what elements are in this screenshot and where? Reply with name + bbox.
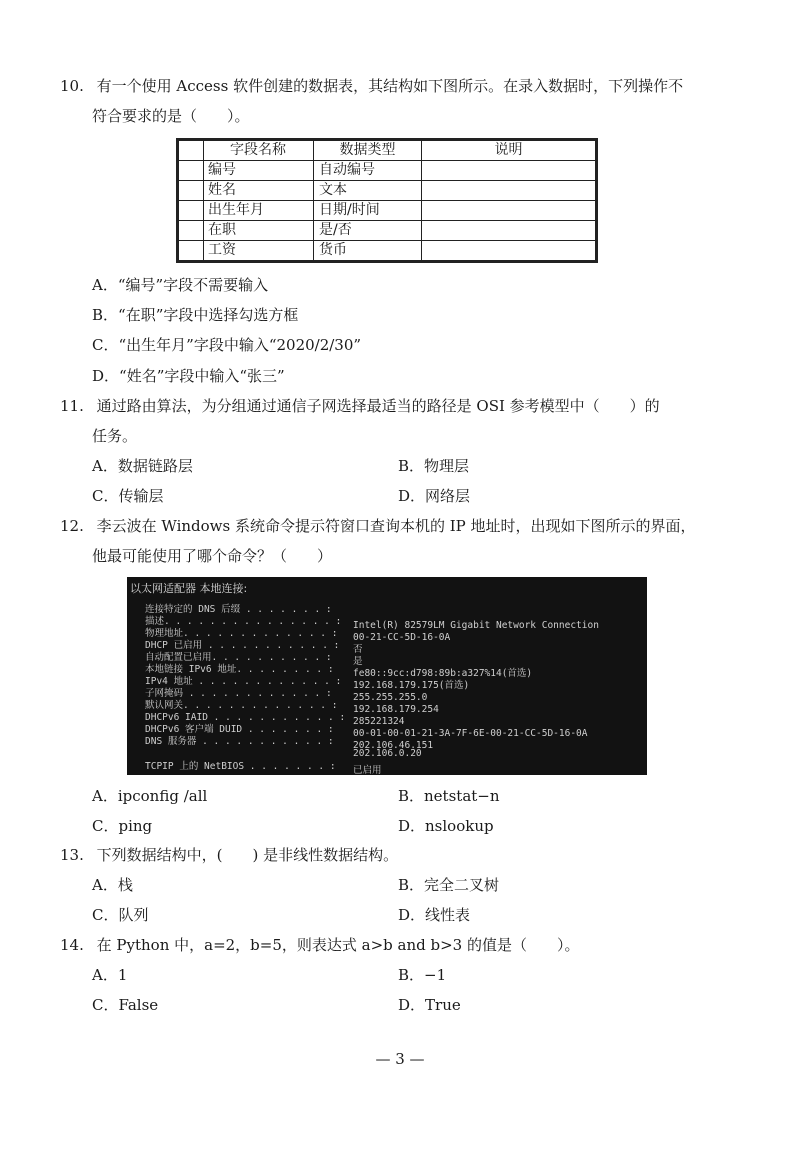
description-cell [422,221,595,240]
cmd-label: TCPIP 上的 NetBIOS . . . . . . . : [145,761,336,772]
table-row [179,161,595,181]
option-d: D．线性表 [398,906,471,924]
ipconfig-screenshot [127,577,647,775]
row-selector [179,201,204,220]
table-row [179,181,595,201]
cmd-label: IPv4 地址 . . . . . . . . . . . . : [145,676,342,687]
field-name-cell: 工资 [203,241,314,261]
row-selector [179,161,204,180]
cmd-label: 自动配置已启用. . . . . . . . . . : [145,652,332,663]
table-row [179,201,595,221]
question-13-line-1 [60,845,398,865]
cmd-value: 否 [353,644,363,655]
option-b: B．“在职”字段中选择勾选方框 [92,306,299,324]
field-name-cell: 出生年月 [203,201,314,220]
option-d: D．True [398,996,461,1014]
cmd-label: DNS 服务器 . . . . . . . . . . . : [145,736,334,747]
option-c: C．传输层 [92,487,164,505]
table-row [179,241,595,261]
row-selector [179,181,204,200]
question-number: 12. [60,517,84,535]
option-b: B．−1 [398,966,447,984]
option-d: D．nslookup [398,817,494,835]
option-a: A．数据链路层 [92,457,193,475]
cmd-value: 是 [353,656,363,667]
field-name-cell: 姓名 [203,181,314,200]
option-a: A．栈 [92,876,133,894]
option-c: C．ping [92,817,153,835]
cmd-value: 192.168.179.175(首选) [353,680,470,691]
description-cell [422,201,595,220]
header-data-type: 数据类型 [314,141,422,160]
question-12-line-2: 他最可能使用了哪个命令？（ ） [92,547,333,565]
cmd-value: 285221324 [353,716,405,727]
cmd-value: Intel(R) 82579LM Gigabit Network Connection [353,620,599,631]
option-c: C．False [92,996,159,1014]
cmd-value: 已启用 [353,765,382,776]
cmd-label: 默认网关. . . . . . . . . . . . . : [145,700,338,711]
option-a: A．“编号”字段不需要输入 [92,276,269,294]
question-11-line-2: 任务。 [92,427,138,445]
cmd-row [145,747,422,760]
option-c: C．队列 [92,906,149,924]
option-d: D．网络层 [398,487,471,505]
cmd-value: 202.106.0.20 [353,748,422,759]
option-a: A．1 [92,966,128,984]
option-b: B．物理层 [398,457,470,475]
question-12-line-1 [60,516,696,536]
question-11-line-1 [60,396,660,416]
data-type-cell: 是/否 [314,221,422,240]
question-number: 11. [60,397,84,415]
description-cell [422,161,595,180]
question-text: 李云波在 Windows 系统命令提示符窗口查询本机的 IP 地址时，出现如下图所示的界面， [96,517,696,535]
row-selector [179,241,204,261]
cmd-label: 子网掩码 . . . . . . . . . . . . : [145,688,332,699]
data-type-cell: 货币 [314,241,422,261]
question-text: 下列数据结构中，( ) 是非线性数据结构。 [96,846,399,864]
description-cell [422,181,595,200]
description-cell [422,241,595,261]
header-description: 说明 [494,142,523,158]
cmd-value: 00-01-00-01-21-3A-7F-6E-00-21-CC-5D-16-0A [353,728,588,739]
table-header-row [179,141,595,161]
access-field-table [176,138,598,263]
option-d: D．“姓名”字段中输入“张三” [92,367,285,385]
question-10-line-2: 符合要求的是（ ）。 [92,107,250,125]
field-name-cell: 编号 [203,161,314,180]
row-selector [179,221,204,240]
cmd-label: DHCP 已启用 . . . . . . . . . . . : [145,640,340,651]
question-text: 通过路由算法，为分组通过通信子网选择最适当的路径是 OSI 参考模型中（ ）的 [96,397,660,415]
question-text: 在 Python 中，a=2，b=5，则表达式 a>b and b>3 的值是（ ）。 [96,936,580,954]
cmd-value: 192.168.179.254 [353,704,439,715]
header-field-name: 字段名称 [203,141,314,160]
cmd-label: 物理地址. . . . . . . . . . . . . : [145,628,338,639]
question-10-line-1 [60,76,683,96]
data-type-cell: 自动编号 [314,161,422,180]
data-type-cell: 文本 [314,181,422,200]
question-number: 10. [60,77,84,95]
cmd-row [145,760,382,776]
table-row [179,221,595,241]
cmd-label: 连接特定的 DNS 后缀 . . . . . . . : [145,604,332,615]
cmd-label: 描述. . . . . . . . . . . . . . . : [145,616,342,627]
cmd-value: 00-21-CC-5D-16-0A [353,632,451,643]
cmd-value: 202.106.46.151 [353,740,434,751]
cmd-value: fe80::9cc:d798:89b:a327%14(首选) [353,668,533,679]
question-number: 14. [60,936,84,954]
option-b: B．完全二叉树 [398,876,500,894]
row-selector [179,141,204,160]
question-14-line-1 [60,935,580,955]
option-b: B．netstat−n [398,787,500,805]
option-c: C．“出生年月”字段中输入“2020/2/30” [92,336,362,354]
cmd-label: DHCPv6 IAID . . . . . . . . . . . : [145,712,346,723]
cmd-label: 本地链接 IPv6 地址. . . . . . . . : [145,664,334,675]
cmd-label: DHCPv6 客户端 DUID . . . . . . . : [145,724,334,735]
option-a: A．ipconfig /all [92,787,208,805]
field-name-cell: 在职 [203,221,314,240]
question-text: 有一个使用 Access 软件创建的数据表，其结构如下图所示。在录入数据时，下列操作不 [96,77,684,95]
page-number: — 3 — [375,1050,425,1068]
adapter-title: 以太网适配器 本地连接: [130,582,248,595]
question-number: 13. [60,846,84,864]
cmd-value: 255.255.255.0 [353,692,428,703]
data-type-cell: 日期/时间 [314,201,422,220]
